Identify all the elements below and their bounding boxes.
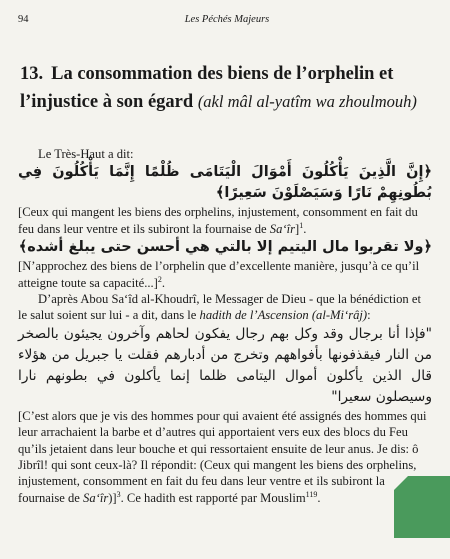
term-hadith-ascension: hadith de l’Ascension [199, 308, 309, 323]
hadith-intro: D’après Abou Sa‘îd al-Khoudrî, le Messager de Dieu - que la bénédiction et le salut soient sur lui - a dit, dans le hadith de l’Ascension (al-Mi‘râj): [18, 292, 421, 323]
chapter-number: 13. [20, 64, 44, 84]
page-header [18, 14, 436, 28]
page-edge-tab [394, 476, 450, 538]
chapter-body [18, 146, 432, 506]
chapter-title-text: La consommation des biens de l’orphelin et l’injustice à son égard [20, 64, 394, 112]
verse2-translation: [N’approchez des biens de l’orphelin que d’excellente manière, jusqu’à ce qu’il atteigne toute sa capacité...]$^2$. [18, 259, 420, 290]
chapter-transliteration: (akl mâl al-yatîm wa zhoulmouh) [197, 92, 417, 111]
verse1-arabic: ﴿إِنَّ الَّذِينَ يَأْكُلُونَ أَمْوَالَ الْيَتَامَى ظُلْمًا إِنَّمَا يَأْكُلُونَ فِي بُطُونِهِمْ نَارًا وَسَيَصْلَوْنَ سَعِيرًا﴾ [18, 164, 432, 202]
term-miraj: (al-Mi‘râj) [311, 308, 368, 323]
hadith-arabic: "فإذا أنا برجال وقد وكل بهم رجال يفكون لحاهم وآخرون يجيئون بالصخر من النار فيقذفونها بأفواههم وتخرج من أدبارهم فقلت يا جبريل من هؤلاء قال الذين يأكلون أموال اليتامى ظلما إنما يأكلون في بطونهم نارا وسيصلون سعيرا" [18, 325, 432, 405]
hadith-translation: [C’est alors que je vis des hommes pour qui avaient été assignés des hommes qui leur arrachaient la barbe et d’autres qui apportaient vers eux des blocs du Feu qu’ils jetaient dans leur bouche et qui ressortaient ensuite de leur anus. Je dis: ô Jibrîl! qui sont ceux-là? Il répondit: (Ceux qui mangent les biens des orphelins, injustement, consomment en fait du feu dans leur ventre et ils subiront la fournaise de Sa‘îr)]$^3$. Ce hadith est rapporté par Mouslim$^{119}$. [18, 408, 427, 505]
footnote-ref-1: 1 [299, 220, 304, 230]
running-title: Les Péchés Majeurs [184, 14, 270, 25]
intro-line: Le Très-Haut a dit: [38, 147, 134, 161]
page-number: 94 [18, 14, 29, 25]
verse2-arabic: ﴿ولا تقربوا مال اليتيم إلا بالتي هي أحسن حتى يبلغ أشده﴾ [18, 239, 432, 256]
chapter-title [20, 60, 430, 116]
footnote-ref-2: 2 [157, 274, 162, 284]
footnote-ref-119: 119 [305, 489, 318, 499]
term-sair-2: Sa‘îr [83, 490, 109, 505]
term-sair: Sa‘îr [269, 221, 295, 236]
verse1-translation: [Ceux qui mangent les biens des orphelins, injustement, consomment en fait du feu dans leur ventre et ils subiront la fournaise de Sa‘îr]$^1$. [18, 205, 418, 236]
footnote-ref-3: 3 [116, 489, 121, 499]
